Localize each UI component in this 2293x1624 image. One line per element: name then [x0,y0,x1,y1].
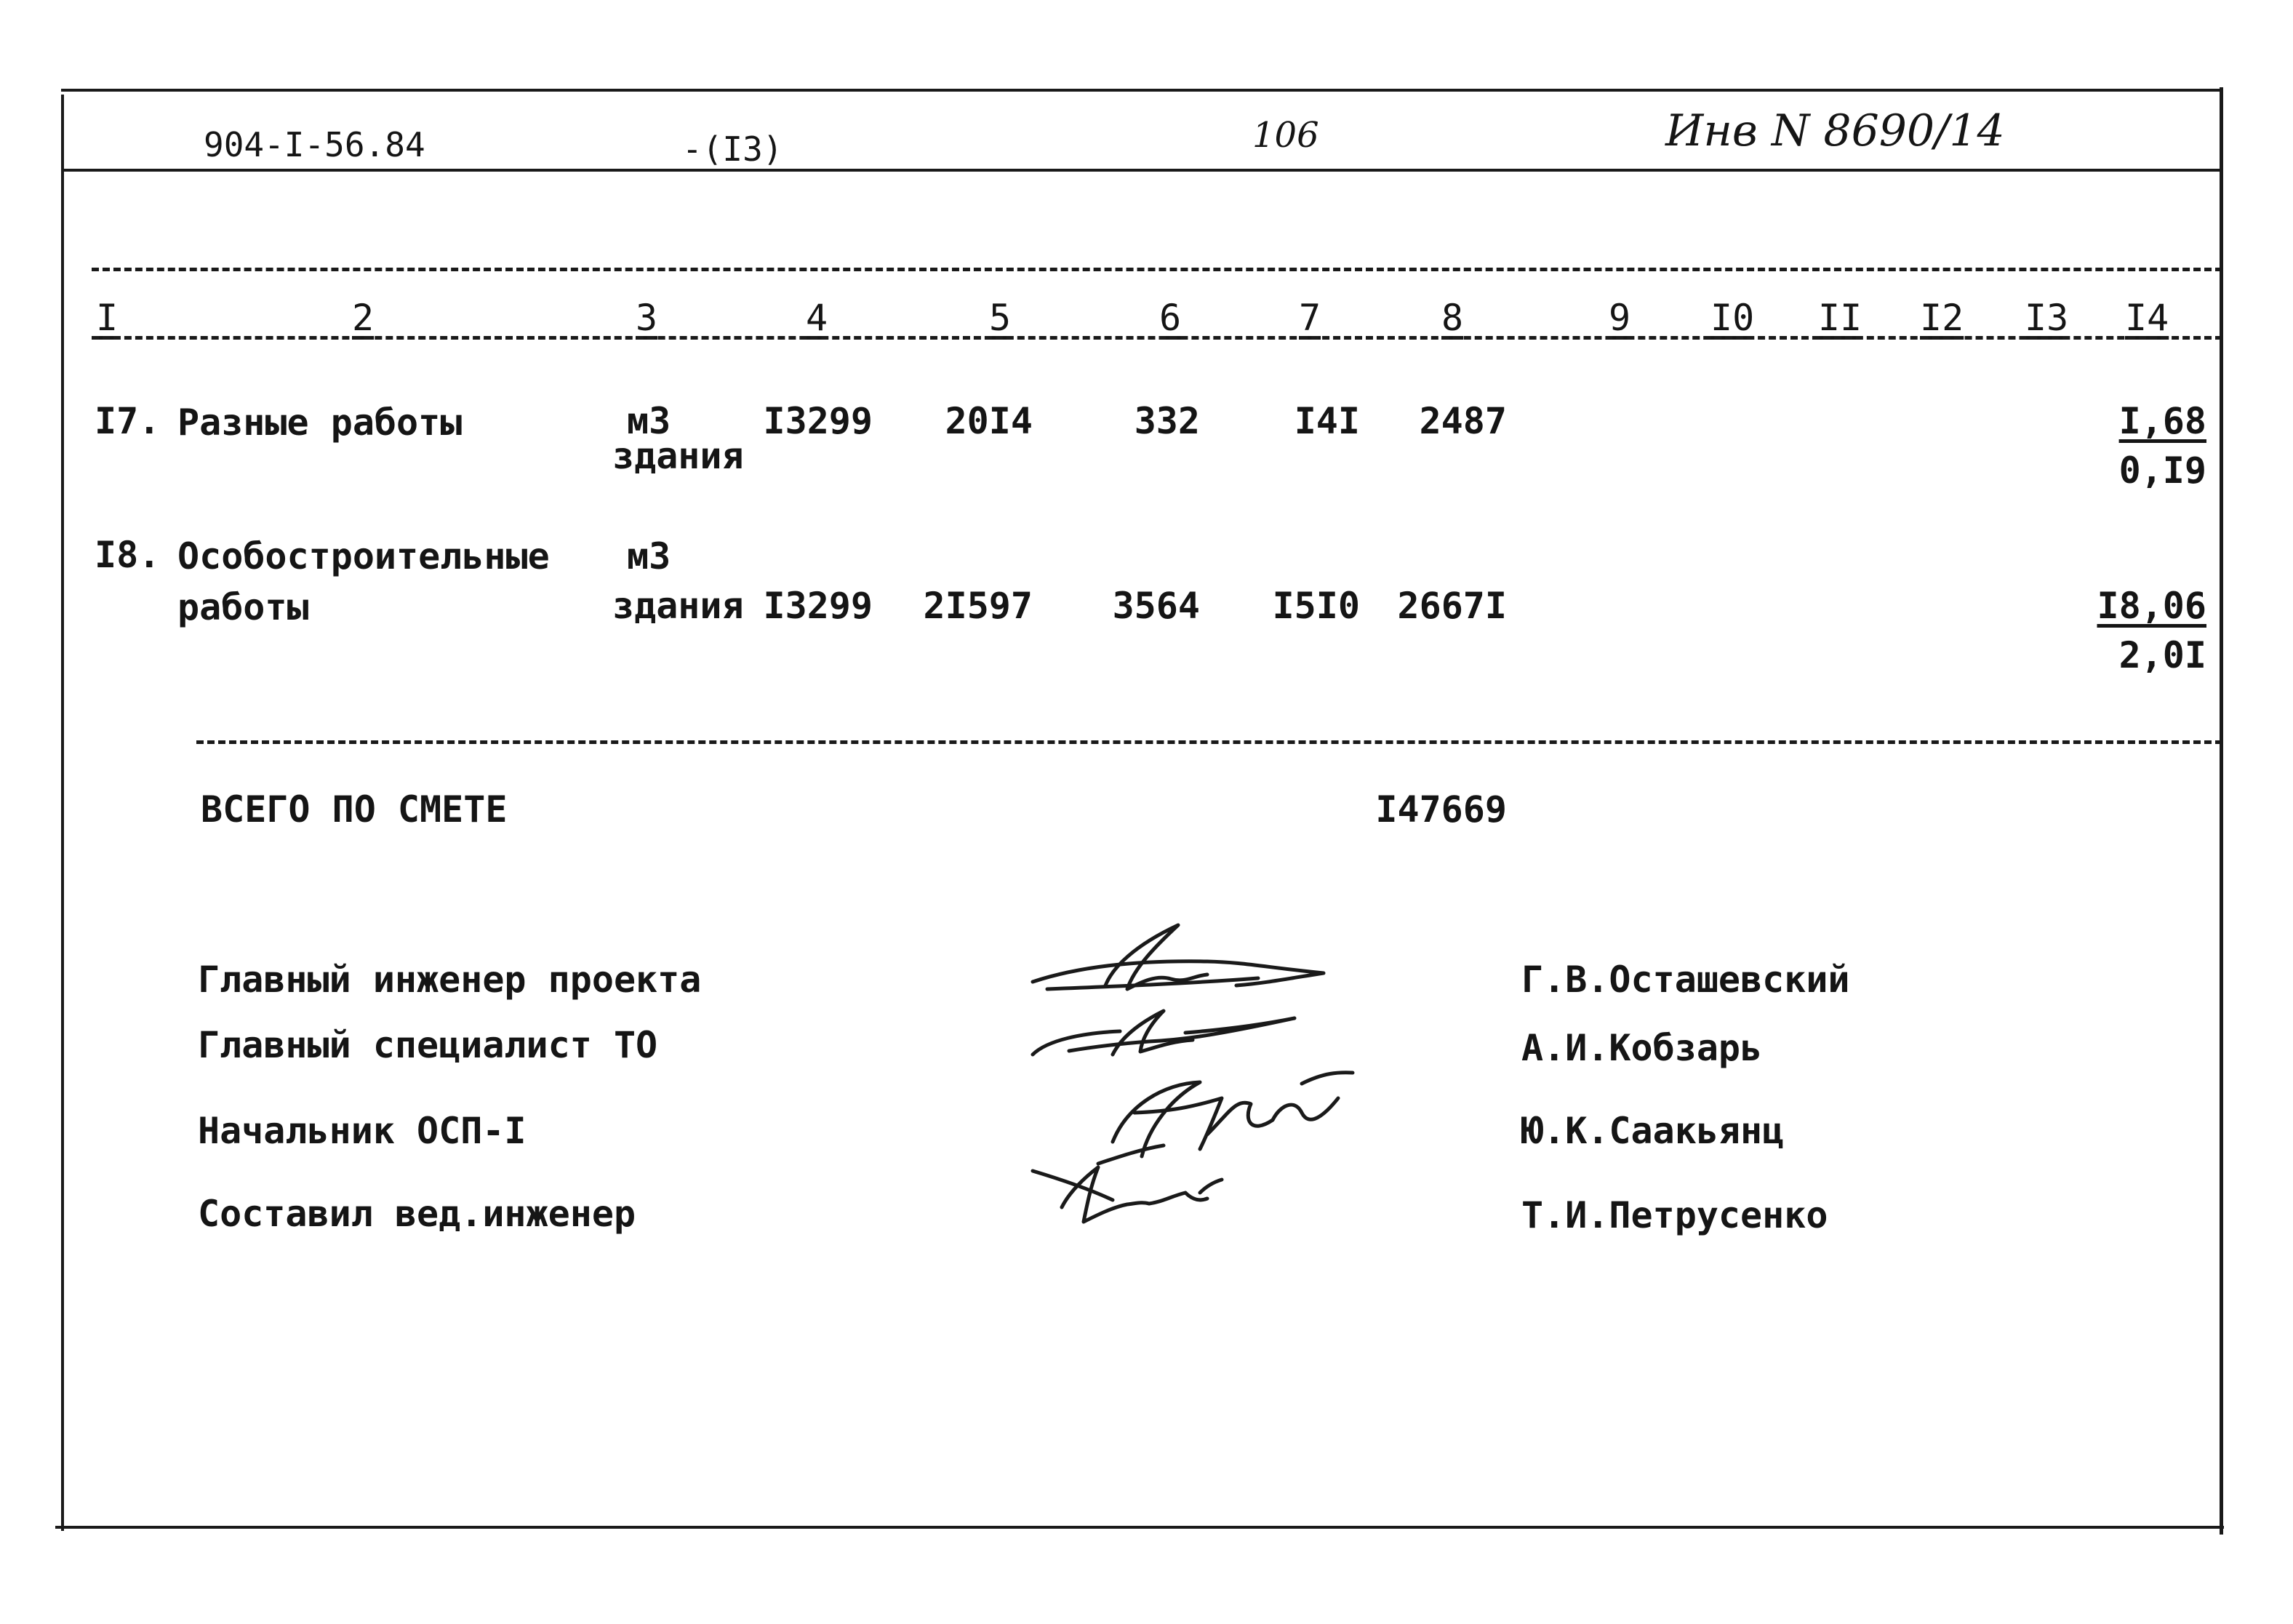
cell-col-14-bottom: 0,I9 [2118,449,2206,492]
col-number-5: 5 [989,297,1012,339]
col-number-8: 8 [1441,297,1464,339]
signer-name: А.И.Кобзарь [1521,1027,1763,1069]
frame-bottom-border [55,1526,2224,1529]
work-name: Разные работы [177,401,463,444]
signer-position: Начальник ОСП-I [198,1110,527,1152]
doc-code: 904-I-56.84 [204,125,425,164]
col-number-11: II [1818,297,1862,339]
dashed-rule-top [92,268,2222,271]
work-name-line-2: работы [177,586,309,628]
signer-position: Составил вед.инженер [198,1193,636,1235]
cell-col-8: 2667I [1397,585,1507,627]
handwritten-signatures [1018,916,1353,1251]
col-number-3: 3 [636,297,658,339]
dashed-rule-header [92,336,2222,340]
unit-line-2: здания [612,585,744,627]
col-number-4: 4 [806,297,828,339]
col-number-7: 7 [1299,297,1321,339]
cell-col-8: 2487 [1419,400,1507,442]
frame-top-border [61,89,2222,92]
cell-col-14-bottom: 2,0I [2118,634,2206,676]
row-number: I8. [95,534,161,576]
signer-position: Главный инженер проекта [198,959,702,1001]
unit-line-1: м3 [627,535,671,577]
total-value: I47669 [1375,788,1507,831]
unit-line-1: м3 [627,400,671,442]
unit-line-2: здания [612,435,744,477]
dashed-rule-bottom [196,740,2222,744]
signer-name: Г.В.Осташевский [1521,959,1850,1001]
cell-col-6: 3564 [1112,585,1200,627]
row-number: I7. [95,400,161,442]
cell-col-4: I3299 [763,400,873,442]
col-number-2: 2 [352,297,375,339]
cell-col-14-top: I,68 [2118,400,2206,442]
page-number: 106 [1252,115,1319,156]
signer-name: Т.И.Петрусенко [1521,1194,1828,1236]
col-number-9: 9 [1609,297,1631,339]
header-rule [61,169,2222,172]
section-number: -(I3) [682,129,783,169]
col-number-1: I [96,297,119,339]
col-number-12: I2 [1920,297,1964,339]
total-label: ВСЕГО ПО СМЕТЕ [201,788,508,831]
work-name-line-1: Особостроительные [177,535,550,577]
col-number-13: I3 [2025,297,2069,339]
signer-name: Ю.К.Саакьянц [1521,1110,1785,1152]
cell-col-5: 2I597 [923,585,1033,627]
col-number-6: 6 [1159,297,1182,339]
cell-col-5: 20I4 [945,400,1033,442]
signer-position: Главный специалист ТО [198,1024,658,1066]
frame-left-border [61,95,64,1531]
cell-col-14-top: I8,06 [2097,585,2206,627]
cell-col-4: I3299 [763,585,873,627]
inventory-number: Инв N 8690/14 [1665,105,2005,156]
cell-col-7: I5I0 [1272,585,1360,627]
frame-right-border [2220,87,2223,1535]
cell-col-6: 332 [1134,400,1200,442]
cell-col-7: I4I [1294,400,1360,442]
col-number-14: I4 [2125,297,2169,339]
col-number-10: I0 [1710,297,1755,339]
